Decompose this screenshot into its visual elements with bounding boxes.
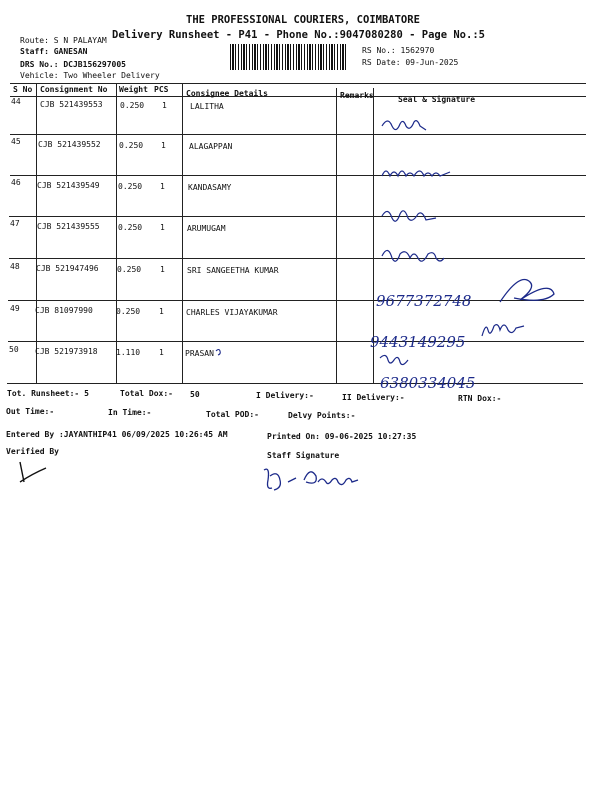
row-50-sno: 50: [9, 345, 19, 354]
staff-value: GANESAN: [53, 47, 88, 56]
route-label: Route: S N PALAYAM: [20, 36, 107, 45]
row-44-pcs: 1: [162, 101, 167, 110]
staff-line: Staff: GANESAN: [20, 47, 88, 56]
row-50-pcs: 1: [159, 348, 164, 357]
col-seal: Seal & Signature: [398, 95, 476, 104]
total-dox-label: Total Dox:-: [120, 389, 173, 398]
row-47-consignment: CJB 521439555: [37, 222, 100, 231]
barcode: [230, 44, 346, 70]
row-48-consignment: CJB 521947496: [36, 264, 99, 273]
row-47-pcs: 1: [160, 223, 165, 232]
table-top-rule: [10, 83, 586, 84]
row-46-consignment: CJB 521439549: [37, 181, 100, 190]
drs-value: DCJB156297005: [63, 60, 126, 69]
verified-by-signature: [14, 458, 54, 486]
route-value: S N PALAYAM: [53, 36, 107, 45]
row-49-consignee: CHARLES VIJAYAKUMAR: [186, 308, 278, 317]
row-45-consignment: CJB 521439552: [38, 140, 101, 149]
signature-row-46: [378, 204, 448, 228]
signature-row-49: [478, 316, 538, 342]
row-45-sno: 45: [11, 137, 21, 146]
drs-line: DRS No.: DCJB156297005: [20, 60, 126, 69]
rtn-dox: RTN Dox:-: [458, 394, 502, 403]
rs-date-line: RS Date: 09-Jun-2025: [362, 58, 459, 67]
out-time: Out Time:-: [6, 407, 55, 416]
row-44-weight: 0.250: [120, 101, 145, 110]
staff-signature-label: Staff Signature: [267, 451, 340, 460]
row-49-sno: 49: [10, 304, 20, 313]
row-47-sno: 47: [10, 219, 20, 228]
signature-row-44: [378, 112, 448, 136]
row-45-pcs: 1: [161, 141, 166, 150]
row-50-weight: 1.110: [116, 348, 141, 357]
total-dox-value: 50: [190, 390, 200, 399]
verified-by: Verified By: [6, 447, 59, 456]
consignee-tick-mark: [214, 347, 224, 357]
col-consignee: Consignee Details: [186, 89, 268, 98]
staff-signature: [260, 462, 380, 496]
row-rule: [9, 258, 585, 259]
row-48-pcs: 1: [160, 265, 165, 274]
signature-row-48: [490, 272, 560, 312]
rs-no-value: 1562970: [400, 46, 435, 55]
table-header-rule: [10, 96, 586, 97]
col-remarks: Remarks: [340, 91, 374, 100]
entered-by: Entered By :JAYANTHIP41 06/09/2025 10:26:45 AM: [6, 430, 228, 439]
col-consignment: Consignment No: [40, 85, 108, 94]
col-rule: [182, 83, 183, 383]
company-title: THE PROFESSIONAL COURIERS, COIMBATORE: [186, 14, 420, 26]
row-45-consignee: ALAGAPPAN: [189, 142, 233, 151]
vehicle-value: Two Wheeler Delivery: [63, 71, 160, 80]
tot-runsheet: Tot. Runsheet:- 5: [7, 389, 89, 398]
signature-row-45: [378, 160, 468, 182]
col-sno: S No: [13, 85, 33, 94]
row-44-consignee: LALITHA: [190, 102, 224, 111]
row-rule: [9, 216, 585, 217]
handwritten-phone-2: 9443149295: [370, 333, 466, 351]
row-47-consignee: ARUMUGAM: [187, 224, 226, 233]
vehicle-line: Vehicle: Two Wheeler Delivery: [20, 71, 160, 80]
row-49-weight: 0.250: [116, 307, 141, 316]
row-44-consignment: CJB 521439553: [40, 100, 103, 109]
i-delivery: I Delivery:-: [256, 391, 314, 400]
signature-row-47: [378, 242, 468, 266]
row-49-consignment: CJB 81097990: [35, 306, 93, 315]
signature-row-50: [376, 352, 416, 372]
row-47-weight: 0.250: [118, 223, 143, 232]
row-rule: [10, 134, 586, 135]
row-46-weight: 0.250: [118, 182, 143, 191]
col-rule: [336, 88, 337, 383]
row-48-sno: 48: [10, 262, 20, 271]
row-44-sno: 44: [11, 97, 21, 106]
row-46-sno: 46: [11, 178, 21, 187]
col-rule: [116, 83, 117, 383]
row-rule: [10, 175, 586, 176]
row-48-weight: 0.250: [117, 265, 142, 274]
printed-on: Printed On: 09-06-2025 10:27:35: [267, 432, 417, 441]
row-46-consignee: KANDASAMY: [188, 183, 232, 192]
in-time: In Time:-: [108, 408, 152, 417]
table-bottom-rule: [7, 383, 583, 384]
col-weight: Weight: [119, 85, 148, 94]
row-45-weight: 0.250: [119, 141, 144, 150]
row-50-consignment: CJB 521973918: [35, 347, 98, 356]
ii-delivery: II Delivery:-: [342, 393, 405, 402]
rs-no-line: RS No.: 1562970: [362, 46, 435, 55]
row-48-consignee: SRI SANGEETHA KUMAR: [187, 266, 279, 275]
rs-date-value: 09-Jun-2025: [405, 58, 459, 67]
delvy-points: Delvy Points:-: [288, 411, 356, 420]
runsheet-title: Delivery Runsheet - P41 - Phone No.:9047080280 - Page No.:5: [112, 29, 485, 41]
row-46-pcs: 1: [160, 182, 165, 191]
total-pod: Total POD:-: [206, 410, 259, 419]
col-pcs: PCS: [154, 85, 169, 94]
row-50-consignee: PRASAN: [185, 349, 214, 358]
row-49-pcs: 1: [159, 307, 164, 316]
handwritten-phone-1: 9677372748: [376, 292, 472, 310]
handwritten-phone-3: 6380334045: [380, 374, 476, 392]
col-rule: [36, 83, 37, 383]
